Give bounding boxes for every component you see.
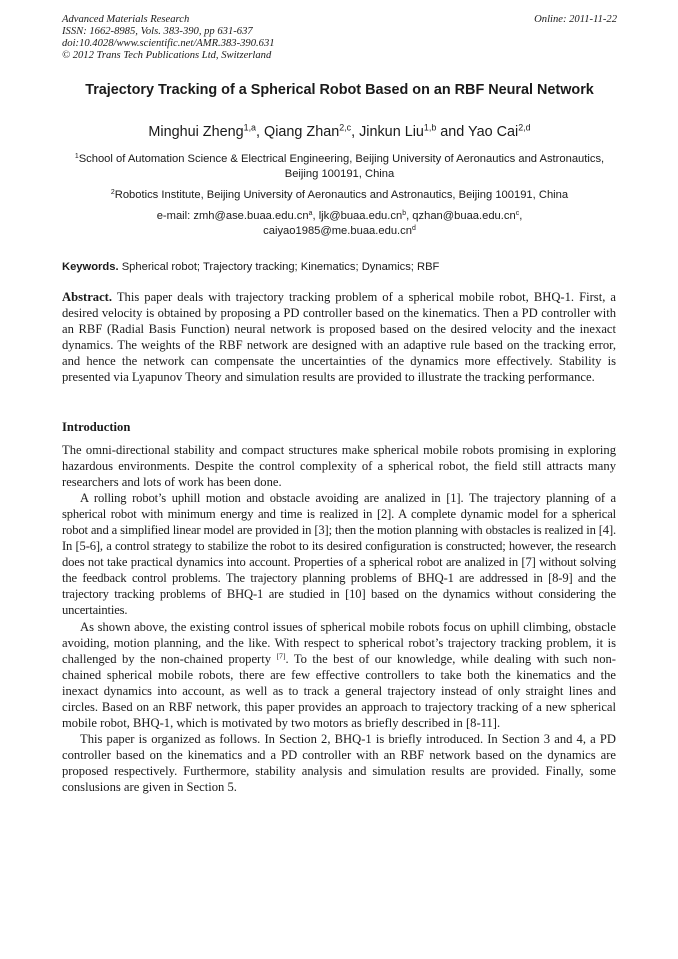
author-affil-sup: 2,d xyxy=(518,122,531,133)
intro-paragraph-3 xyxy=(62,619,616,731)
affiliation-2 xyxy=(62,188,617,203)
introduction-body xyxy=(62,442,616,795)
section-heading-introduction: Introduction xyxy=(62,420,131,434)
intro-paragraph-3-a: As shown above, the existing control issues of spherical mobile robots focus on uphill climbing, obstacle avoiding, motion planning, and the like. With respect to spherical robot’s trajectory tracking problem, it is challenged by the non-chained property xyxy=(62,619,616,666)
intro-paragraph-2: A rolling robot’s uphill motion and obstacle avoiding are analized in [1]. The trajectory planning of a spherical robot with minimum energy and time is realized in [2]. A complete dynamic model for a spherical robot and a simplified linear model are provided in [3]; then the motion planning with obstacles is realized in [4]. In [5-6], a control strategy to stabilize the robot to its desired configuration is constructed; however, the research does not take practical dynamics into account. Properties of a spherical robot are analized in [7] without solving the feedback control problems. The trajectory planning problems of BHQ-1 are addressed in [8-9] and the trajectory tracking problems of BHQ-1 are studied in [10] based on the dynamics without considering the uncertainties. xyxy=(62,491,616,618)
author-list: Minghui Zheng$^{1,a}$, Qiang Zhan$^{2,c}$, Jinkun Liu$^{1,b}$ and Yao Cai$^{2,d}$ xyxy=(148,122,531,140)
author-name: Jinkun Liu xyxy=(359,124,424,140)
copyright-line: © 2012 Trans Tech Publications Ltd, Switzerland xyxy=(62,50,272,61)
affiliation-text: Robotics Institute, Beijing University of Aeronautics and Astronautics, Beijing 100191, China xyxy=(114,189,569,201)
online-date: Online: 2011-11-22 xyxy=(534,14,617,25)
affiliation-number: 1 xyxy=(74,152,79,160)
keywords-label: Keywords. xyxy=(62,261,119,273)
journal-header xyxy=(62,14,617,62)
email-block: e-mail: $zmh@ase.buaa.edu.cn^a$, $ljk@buaa.edu.cn^b$, $qzhan@buaa.edu.cn^c$, $caiyao1985@me.buaa.edu.cn^d$ xyxy=(156,209,523,237)
email-label: e-mail: xyxy=(156,210,194,222)
abstract-text: This paper deals with trajectory tracking problem of a spherical mobile robot, BHQ-1. First, a desired velocity is obtained by proposing a PD controller based on the kinematics. Then a PD controller with an RBF (Radial Basis Function) neural network is proposed based on the desired velocity and the inexact dynamics. The weights of the RBF network are designed with an adaptive rule based on the tracking error, and hence the network can compensate the uncertainties of the dynamics more effectively. Stability is presented via Lyapunov Theory and simulation results are provided to illustrate the tracking performance. xyxy=(62,290,616,385)
author-affil-sup: 1,a xyxy=(243,122,256,133)
abstract-label: Abstract. xyxy=(62,290,113,304)
author-affil-sup: 2,c xyxy=(339,122,352,133)
keywords xyxy=(62,260,617,274)
email-link[interactable]: ljk@buaa.edu.cn xyxy=(318,210,403,222)
abstract xyxy=(62,289,616,385)
intro-paragraph-4: This paper is organized as follows. In Section 2, BHQ-1 is briefly introduced. In Section 3 and 4, a PD controller based on the kinematics and a PD controller with an RBF network based on the dynamics are proposed respectively. Furthermore, stability analysis and simulation results are provided. Finally, some conslusions are given in Section 5. xyxy=(62,731,616,794)
email-link[interactable]: caiyao1985@me.buaa.edu.cn xyxy=(263,224,412,237)
author-affil-sup: 1,b xyxy=(423,122,437,133)
email-link[interactable]: zmh@ase.buaa.edu.cn xyxy=(193,210,309,222)
author-name: Minghui Zheng xyxy=(148,124,244,140)
affiliation-text: School of Automation Science & Electrical Engineering, Beijing University of Aeronautics and Astronautics, Beijing 100191, China xyxy=(78,153,605,180)
affiliation-1 xyxy=(62,152,617,181)
intro-paragraph-1: The omni-directional stability and compact structures make spherical mobile robots promising in exploring hazardous environments. Despite the control complexity of a spherical robot, the field still attracts many researchers and lots of work has been done. xyxy=(62,443,616,490)
keywords-text: Spherical robot; Trajectory tracking; Kinematics; Dynamics; RBF xyxy=(121,261,440,273)
intro-paragraph-3-b: . To the best of our knowledge, while dealing with such non-chained spherical mobile robots, there are few effective controllers to take both the kinematics and the inexact dynamics into account, as well as to track a general trajectory instead of only straight lines and circles. Based on an RBF network, this paper provides an approach to trajectory tracking of a new spherical mobile robot, BHQ-1, which is motivated by two motors as briefly described in [8-11]. xyxy=(62,651,616,730)
paper-title: Trajectory Tracking of a Spherical Robot Based on an RBF Neural Network xyxy=(85,82,594,98)
author-name: Qiang Zhan xyxy=(264,124,340,140)
doi-line: doi:10.4028/www.scientific.net/AMR.383-390.631 xyxy=(62,38,275,49)
author-name: Yao Cai xyxy=(468,124,519,140)
email-link[interactable]: qzhan@buaa.edu.cn xyxy=(412,210,516,222)
issn-line: ISSN: 1662-8985, Vols. 383-390, pp 631-637 xyxy=(62,26,253,37)
affiliation-number: 2 xyxy=(110,188,115,196)
citation-ref: [7] xyxy=(276,650,286,660)
journal-name: Advanced Materials Research xyxy=(62,14,190,25)
